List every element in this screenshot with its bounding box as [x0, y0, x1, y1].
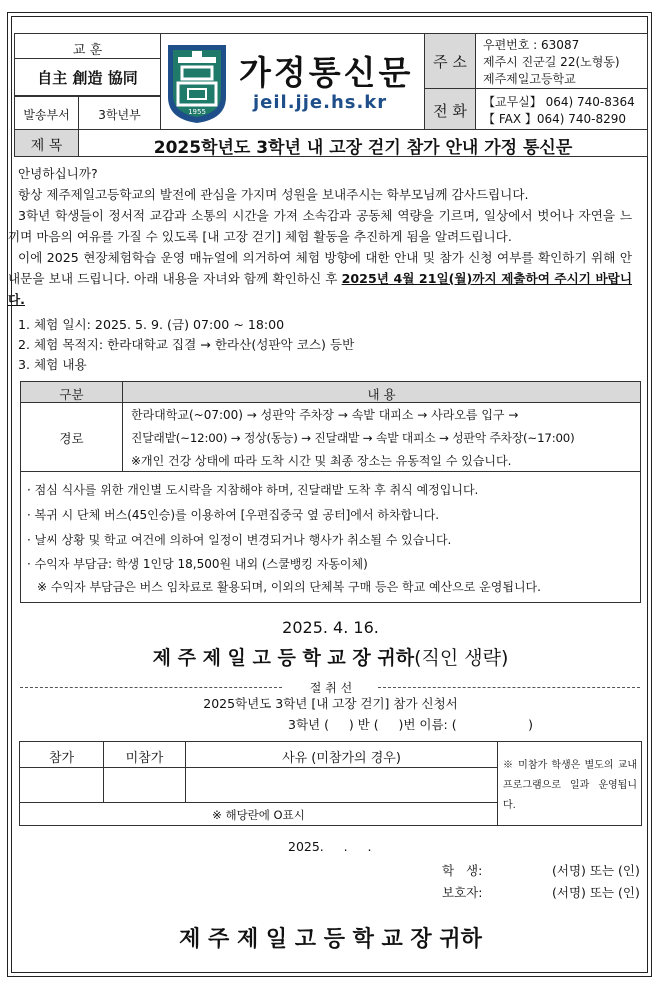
address-line-1: 우편번호 : 63087 — [483, 38, 580, 52]
principal-addressee-bottom: 제 주 제 일 고 등 학 교 장 귀하 — [179, 927, 482, 952]
parent-sign-label: 보호자: — [442, 885, 483, 900]
parent-sign[interactable]: (서명) 또는 (인) — [552, 885, 640, 900]
subject-label-cell — [14, 129, 79, 157]
motto-label: 교 훈 — [72, 43, 103, 58]
sign-date: 2025. . . — [288, 839, 372, 854]
form-mark-note: ※ 해당란에 O표시 — [212, 808, 305, 822]
phone-label: 전 화 — [433, 102, 467, 120]
dept-label: 발송부서 — [23, 108, 70, 122]
form-head-reason-label: 사유 (미참가의 경우) — [282, 751, 401, 766]
form-head-join-label: 참가 — [48, 751, 75, 766]
form-mark-note-cell — [19, 802, 498, 826]
route-line-1: 한라대학교(~07:00) → 성판악 주차장 → 속밭 대피소 → 사라오름 입구 → — [131, 408, 519, 422]
address-value-cell — [475, 33, 648, 89]
cut-line — [20, 680, 640, 694]
phone-line-2: 【 FAX 】064) 740-8290 — [483, 112, 627, 126]
dept-value: 3학년부 — [98, 108, 141, 122]
route-row-label-cell — [20, 402, 123, 472]
note-bus: · 복귀 시 단체 버스(45인승)를 이용하여 [우편집중국 옆 공터]에서 하차합니다. — [27, 508, 440, 522]
doc-type-title: 가정통신문 — [239, 53, 414, 92]
cut-line-text: 절 취 선 — [309, 681, 353, 695]
issue-date: 2025. 4. 16. — [282, 618, 379, 637]
note-lunch: · 점심 식사를 위한 개인별 도시락을 지참해야 하며, 진달래밭 도착 후 취식 예정입니다. — [27, 483, 479, 497]
subject-cell — [78, 129, 648, 157]
principal-addressee — [0, 643, 661, 670]
form-head-nojoin-label: 미참가 — [125, 751, 164, 766]
route-table-head-col2 — [122, 381, 641, 403]
paragraph-2: 3학년 학생들이 정서적 교감과 소통의 시간을 가져 소속감과 공동체 역량을 기르며, 일상에서 벗어나 자연을 느끼며 마음의 여유를 가질 수 있도록 [내 고장 걷기] 체험 활동을 추진하게 됨을 알려드립니다. — [8, 208, 632, 244]
route-line-2: 진달래밭(~12:00) → 정상(동능) → 진달래밭 → 속밭 대피소 → 성판악 주차장(~17:00) — [131, 431, 575, 445]
route-line-3: ※개인 건강 상태에 따라 도착 시간 및 최종 장소는 유동적일 수 있습니다. — [131, 454, 512, 468]
deadline-notice: 2025년 4월 21일(월)까지 제출하여 주시기 바랍니다. — [8, 271, 632, 307]
paragraph-1: 항상 제주제일고등학교의 발전에 관심을 가지며 성원을 보내주시는 학부모님께 감사드립니다. — [18, 187, 529, 202]
form-reason-input[interactable] — [185, 767, 498, 803]
address-line-3: 제주제일고등학교 — [483, 72, 576, 86]
title-cell — [160, 33, 425, 130]
paragraph-3 — [8, 247, 632, 310]
route-row-content-cell — [122, 402, 641, 472]
route-row-label: 경로 — [59, 431, 84, 446]
student-sign[interactable]: (서명) 또는 (인) — [552, 863, 640, 878]
dept-value-cell — [78, 96, 161, 130]
school-website: jeil.jje.hs.kr — [253, 92, 388, 113]
route-table-head-content: 내 용 — [367, 387, 396, 402]
principal-name: 제 주 제 일 고 등 학 교 장 귀하 — [152, 647, 415, 669]
student-sign-label: 학 생: — [442, 863, 483, 878]
form-join-input[interactable] — [19, 767, 104, 803]
motto-text: 自主 創造 協同 — [37, 69, 138, 87]
dept-label-cell — [14, 96, 79, 130]
paragraph-3-text: 이에 2025 현장체험학습 운영 매뉴얼에 의거하여 체험 방향에 대한 안내 및 참가 신청 여부를 확인하기 위해 안내문을 보내 드립니다. 아래 내용을 자녀와 함께 확인하신 후 — [8, 250, 632, 286]
subject-label: 제 목 — [30, 138, 63, 154]
form-side-note-cell — [497, 741, 642, 826]
subject-text: 2025학년도 3학년 내 고장 걷기 참가 안내 가정 통신문 — [153, 138, 573, 158]
address-label-cell — [424, 33, 476, 89]
seal-note: (직인 생략) — [414, 647, 509, 669]
logo-year: 1955 — [188, 108, 206, 116]
form-side-note: ※ 미참가 학생은 별도의 교내 프로그램으로 일과 운영됩니다. — [503, 760, 637, 811]
greeting: 안녕하십니까? — [18, 166, 98, 181]
form-title: 2025학년도 3학년 [내 고장 걷기] 참가 신청서 — [203, 696, 458, 711]
route-table-head-col1 — [20, 381, 123, 403]
phone-value-cell — [475, 88, 648, 130]
note-fee-usage: ※ 수익자 부담금은 버스 임차료로 활용되며, 이외의 단체복 구매 등은 학교 예산으로 운영됩니다. — [37, 580, 541, 594]
notes-box — [20, 471, 641, 603]
form-head-join — [19, 741, 104, 768]
item-content: 3. 체험 내용 — [18, 357, 87, 372]
note-weather: · 날씨 상황 및 학교 여건에 의하여 일정이 변경되거나 행사가 취소될 수 있습니다. — [27, 533, 452, 547]
motto-cell — [14, 58, 161, 96]
school-logo-icon — [164, 37, 230, 125]
address-label: 주 소 — [433, 53, 467, 71]
route-table-head-label: 구분 — [59, 387, 84, 402]
form-nojoin-input[interactable] — [103, 767, 186, 803]
item-date: 1. 체험 일시: 2025. 5. 9. (금) 07:00 ~ 18:00 — [18, 317, 285, 332]
phone-line-1: 【교무실】 064) 740-8364 — [483, 95, 635, 109]
address-line-2: 제주시 진군길 22(노형동) — [483, 55, 620, 69]
form-head-reason — [185, 741, 498, 768]
item-destination: 2. 체험 목적지: 한라대학교 집결 → 한라산(성판악 코스) 등반 — [18, 337, 355, 352]
note-fee: · 수익자 부담금: 학생 1인당 18,500원 내외 (스쿨뱅킹 자동이체) — [27, 557, 368, 571]
student-info-line: 3학년 ( ) 반 ( )번 이름: ( ) — [288, 717, 533, 732]
form-head-nojoin — [103, 741, 186, 768]
phone-label-cell — [424, 88, 476, 130]
